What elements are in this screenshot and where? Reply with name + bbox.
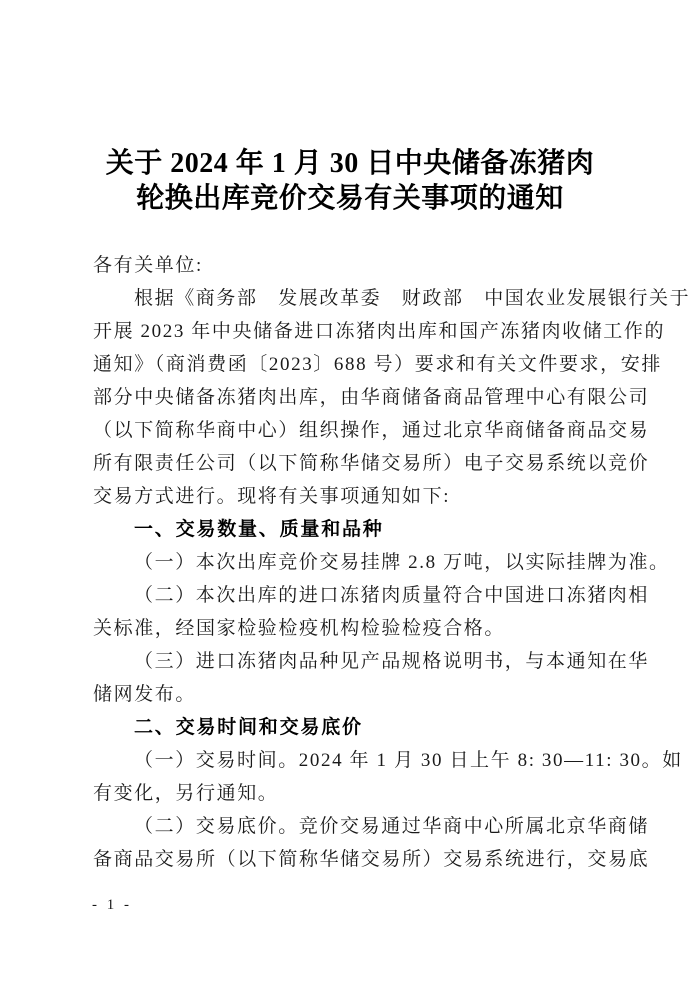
document-line: （三）进口冻猪肉品种见产品规格说明书，与本通知在华 bbox=[134, 651, 650, 672]
document-title bbox=[0, 146, 700, 216]
document-line: 交易方式进行。现将有关事项通知如下: bbox=[93, 486, 451, 507]
page-number: - 1 - bbox=[92, 897, 132, 913]
document-line: 各有关单位: bbox=[93, 255, 203, 276]
document-line: 储网发布。 bbox=[93, 684, 197, 705]
section-heading: 二、交易时间和交易底价 bbox=[134, 717, 363, 738]
document-line: （以下简称华商中心）组织操作，通过北京华商储备商品交易 bbox=[93, 420, 650, 441]
section-heading: 一、交易数量、质量和品种 bbox=[134, 519, 384, 540]
document-body bbox=[93, 249, 691, 876]
document-line: 有变化，另行通知。 bbox=[93, 783, 279, 804]
document-line: 部分中央储备冻猪肉出库，由华商储备商品管理中心有限公司 bbox=[93, 387, 650, 408]
document-line: 所有限责任公司（以下简称华储交易所）电子交易系统以竞价 bbox=[93, 453, 650, 474]
document-line: （二）本次出库的进口冻猪肉质量符合中国进口冻猪肉相 bbox=[134, 585, 650, 606]
document-line: （二）交易底价。竞价交易通过华商中心所属北京华商储 bbox=[134, 816, 650, 837]
document-line: 备商品交易所（以下简称华储交易所）交易系统进行，交易底 bbox=[93, 849, 650, 870]
document-line: 通知》（商消费函〔2023〕688 号）要求和有关文件要求，安排 bbox=[93, 354, 662, 375]
document-title-line-1: 关于 2024 年 1 月 30 日中央储备冻猪肉 bbox=[105, 148, 595, 179]
document-line: 关标准，经国家检验检疫机构检验检疫合格。 bbox=[93, 618, 506, 639]
document-line: 开展 2023 年中央储备进口冻猪肉出库和国产冻猪肉收储工作的 bbox=[93, 321, 666, 342]
document-line: （一）交易时间。2024 年 1 月 30 日上午 8: 30—11: 30。如 bbox=[134, 750, 683, 771]
document-line: 根据《商务部 发展改革委 财政部 中国农业发展银行关于 bbox=[134, 288, 691, 309]
document-title-line-2: 轮换出库竞价交易有关事项的通知 bbox=[136, 183, 564, 214]
document-line: （一）本次出库竞价交易挂牌 2.8 万吨，以实际挂牌为准。 bbox=[134, 552, 670, 573]
